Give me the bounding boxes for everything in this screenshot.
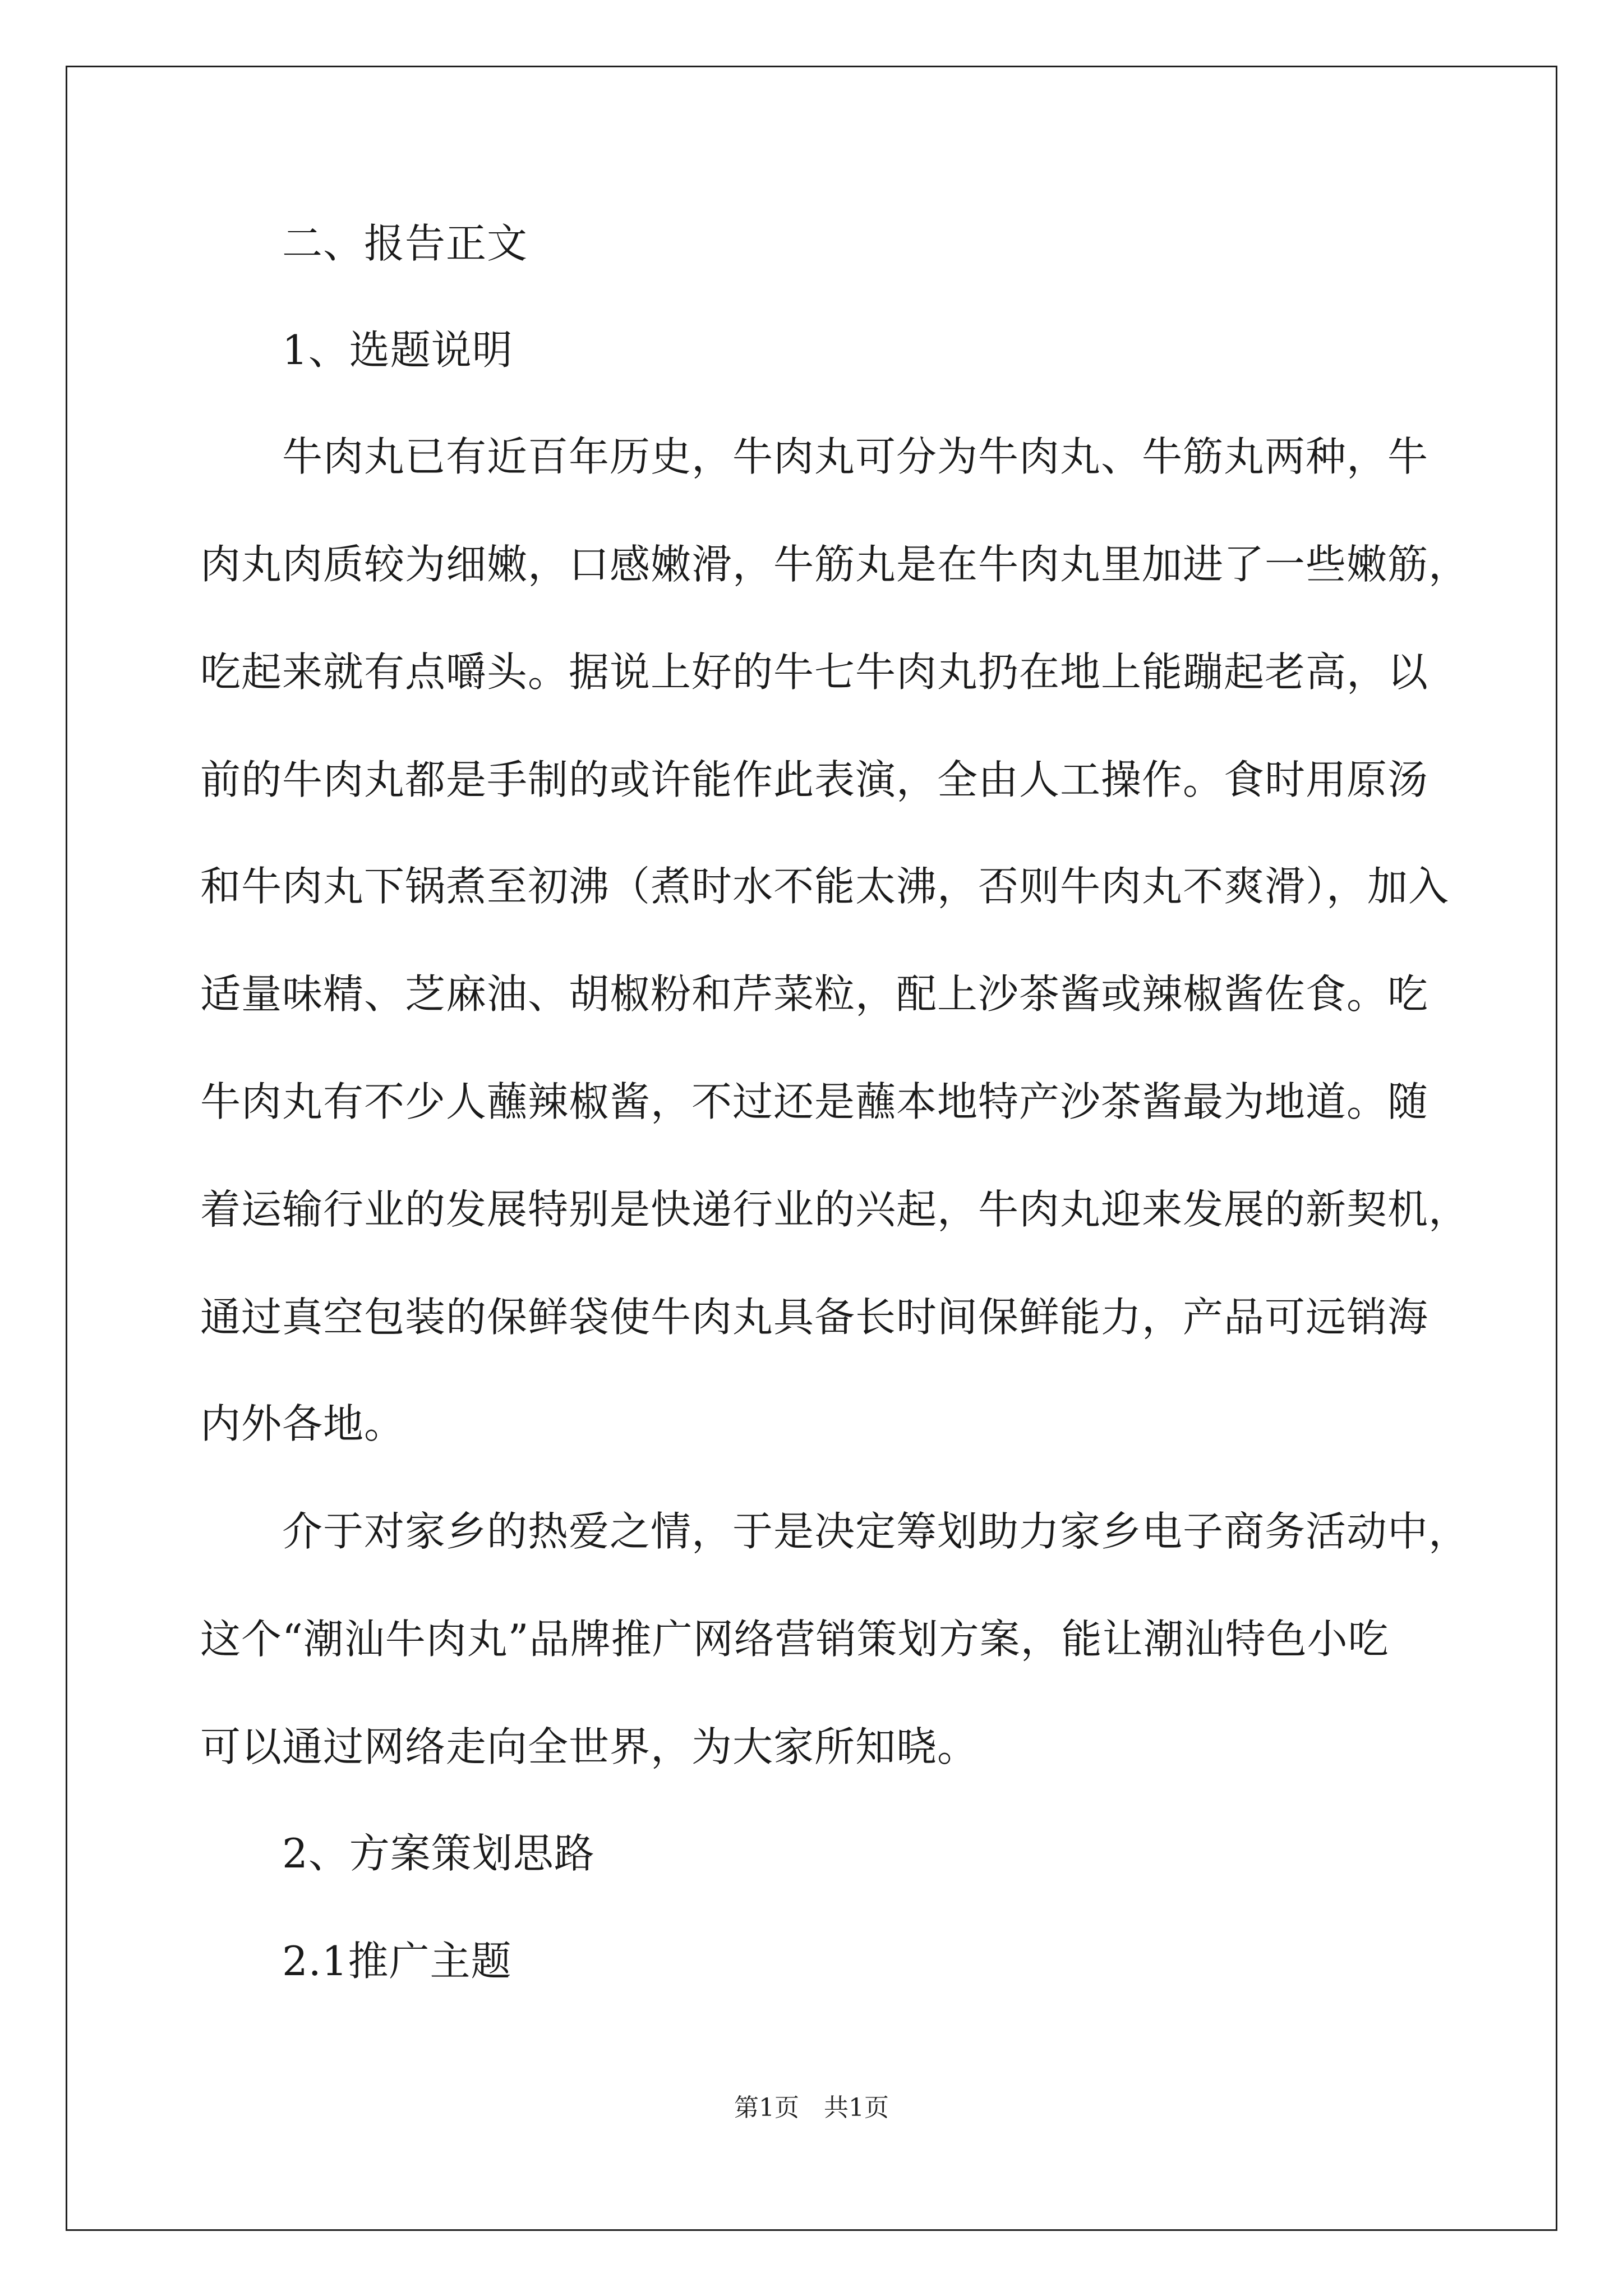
paragraph-line: 牛肉丸有不少人蘸辣椒酱，不过还是蘸本地特产沙茶酱最为地道。随 xyxy=(200,1078,1429,1125)
paragraph-line: 适量味精、芝麻油、胡椒粉和芹菜粒，配上沙茶酱或辣椒酱佐食。吃 xyxy=(200,970,1429,1018)
paragraph-line: 着运输行业的发展特别是快递行业的兴起，牛肉丸迎来发展的新契机， xyxy=(200,1186,1470,1233)
paragraph-line: 肉丸肉质较为细嫩，口感嫩滑，牛筋丸是在牛肉丸里加进了一些嫩筋， xyxy=(200,541,1470,588)
section-heading: 二、报告正文 xyxy=(282,220,528,267)
paragraph-line: 可以通过网络走向全世界，为大家所知晓。 xyxy=(200,1723,979,1770)
paragraph-line: 和牛肉丸下锅煮至初沸（煮时水不能太沸，否则牛肉丸不爽滑），加入 xyxy=(200,863,1450,910)
paragraph-line: 前的牛肉丸都是手制的或许能作此表演，全由人工操作。食时用原汤 xyxy=(200,756,1429,803)
paragraph-line: 通过真空包装的保鲜袋使牛肉丸具备长时间保鲜能力，产品可远销海 xyxy=(200,1294,1429,1341)
subsection-heading: 2、方案策划思路 xyxy=(282,1830,595,1877)
page-footer: 第1页 共1页 xyxy=(734,2093,889,2122)
paragraph-line: 内外各地。 xyxy=(200,1400,405,1447)
page-border xyxy=(66,66,1557,2231)
paragraph-line: 吃起来就有点嚼头。据说上好的牛七牛肉丸扔在地上能蹦起老高，以 xyxy=(200,648,1429,696)
paragraph-line: 介于对家乡的热爱之情，于是决定筹划助力家乡电子商务活动中， xyxy=(282,1508,1470,1555)
subsection-heading: 2.1推广主题 xyxy=(282,1938,512,1985)
paragraph-line: 这个“潮汕牛肉丸”品牌推广网络营销策划方案，能让潮汕特色小吃 xyxy=(200,1616,1389,1663)
paragraph-line: 牛肉丸已有近百年历史，牛肉丸可分为牛肉丸、牛筋丸两种，牛 xyxy=(282,433,1429,480)
subsection-heading: 1、选题说明 xyxy=(282,326,513,374)
